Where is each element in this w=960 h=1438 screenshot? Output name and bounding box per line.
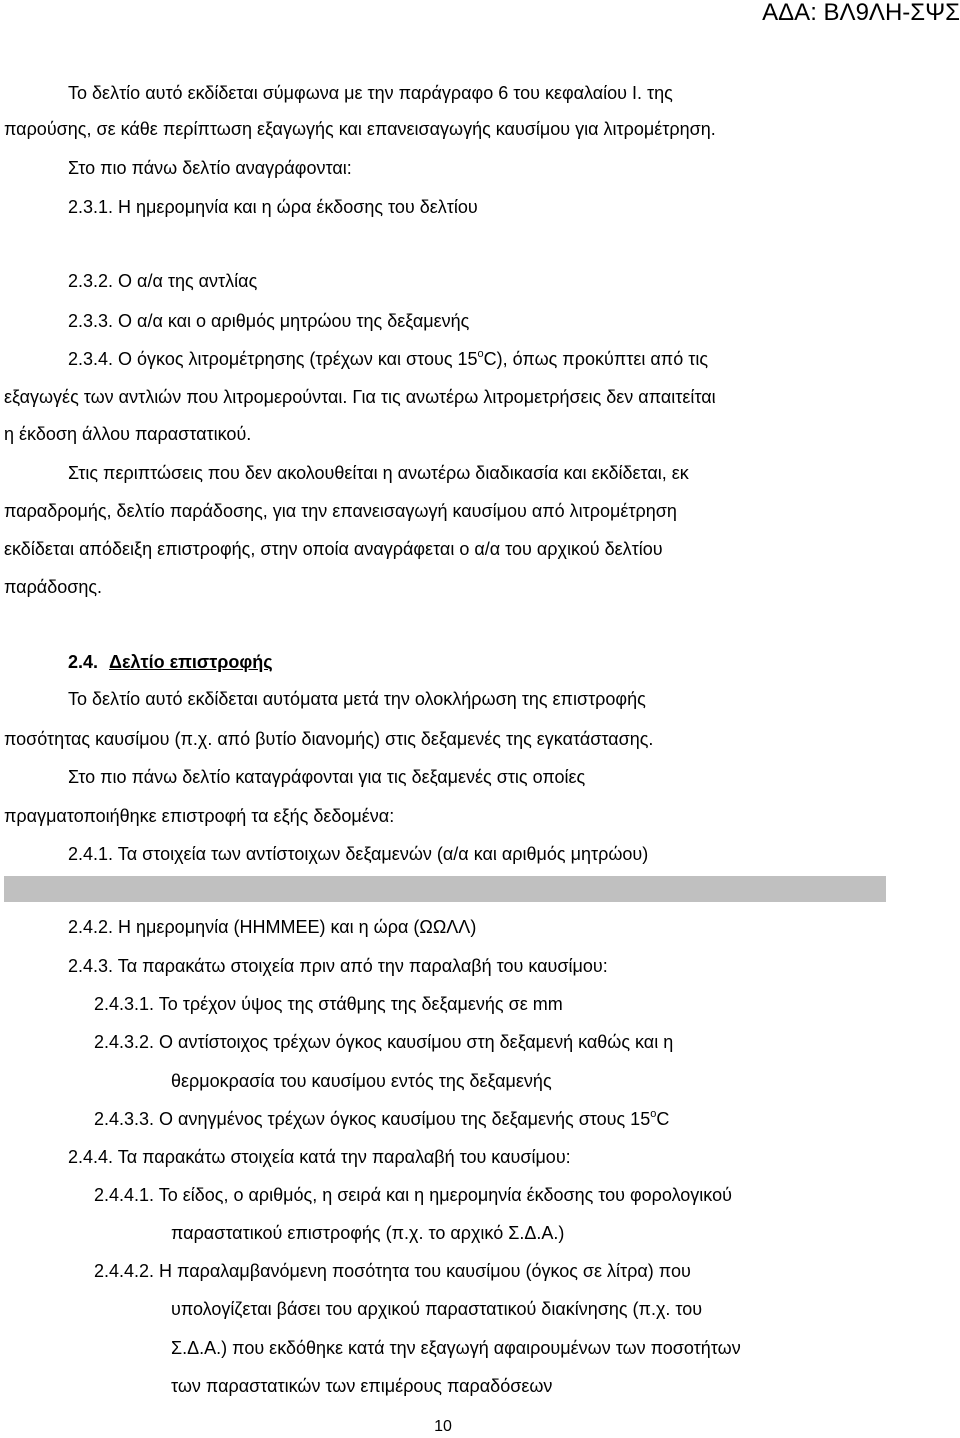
list-item-text: 2.4.3.3. Ο ανηγμένος τρέχων όγκος καυσίμου της δεξαμενής στους 15 <box>94 1109 651 1129</box>
list-item: 2.4.4.2. Η παραλαμβανόμενη ποσότητα του καυσίμου (όγκος σε λίτρα) που <box>94 1261 691 1281</box>
list-item: 2.4.3.2. Ο αντίστοιχος τρέχων όγκος καυσίμου στη δεξαμενή καθώς και η <box>94 1032 674 1052</box>
ada-header: ΑΔΑ: ΒΛ9ΛΗ-ΣΨΣ <box>762 0 960 26</box>
paragraph-line: εξαγωγές των αντλιών που λιτρομερούνται. Για τις ανωτέρω λιτρομετρήσεις δεν απαιτείται <box>4 387 716 407</box>
list-item-continuation: των παραστατικών των επιμέρους παραδόσεων <box>171 1376 553 1396</box>
section-heading <box>68 651 273 673</box>
section-number: 2.4. <box>68 652 99 672</box>
paragraph-line: παραδρομής, δελτίο παράδοσης, για την επανεισαγωγή καυσίμου από λιτρομέτρηση <box>4 501 677 521</box>
list-item-continuation: παραστατικού επιστροφής (π.χ. το αρχικό Σ.Δ.Α.) <box>171 1223 565 1243</box>
degree-sup: ο <box>650 1108 657 1120</box>
list-item: 2.4.4. Τα παρακάτω στοιχεία κατά την παραλαβή του καυσίμου: <box>68 1147 571 1167</box>
degree-sup: ο <box>477 348 484 360</box>
paragraph-line: η έκδοση άλλου παραστατικού. <box>4 424 252 444</box>
paragraph-line: Στις περιπτώσεις που δεν ακολουθείται η ανωτέρω διαδικασία και εκδίδεται, εκ <box>68 463 689 483</box>
paragraph-line: παρούσης, σε κάθε περίπτωση εξαγωγής και επανεισαγωγής καυσίμου για λιτρομέτρηση. <box>4 119 716 139</box>
paragraph-line: Στο πιο πάνω δελτίο καταγράφονται για τις δεξαμενές στις οποίες <box>68 767 586 787</box>
list-item: 2.4.3. Τα παρακάτω στοιχεία πριν από την παραλαβή του καυσίμου: <box>68 956 608 976</box>
list-item: 2.3.2. Ο α/α της αντλίας <box>68 271 258 291</box>
paragraph-line: Το δελτίο αυτό εκδίδεται αυτόματα μετά την ολοκλήρωση της επιστροφής <box>68 689 646 709</box>
list-item-text: C <box>656 1109 670 1129</box>
list-item: 2.4.4.1. Το είδος, ο αριθμός, η σειρά και η ημερομηνία έκδοσης του φορολογικού <box>94 1185 732 1205</box>
list-item <box>94 1108 669 1130</box>
gray-separator-bar <box>4 876 886 902</box>
list-item-continuation: θερμοκρασία του καυσίμου εντός της δεξαμενής <box>171 1071 552 1091</box>
section-title: Δελτίο επιστροφής <box>109 652 273 672</box>
list-item: 2.3.3. Ο α/α και ο αριθμός μητρώου της δεξαμενής <box>68 311 470 331</box>
list-item: 2.4.2. Η ημερομηνία (ΗΗΜΜΕΕ) και η ώρα (ΩΩΛΛ) <box>68 917 477 937</box>
list-item: 2.3.1. Η ημερομηνία και η ώρα έκδοσης του δελτίου <box>68 197 478 217</box>
list-item-text: C), όπως προκύπτει από τις <box>483 349 708 369</box>
list-item: 2.4.1. Τα στοιχεία των αντίστοιχων δεξαμενών (α/α και αριθμός μητρώου) <box>68 844 649 864</box>
paragraph-line: πραγματοποιήθηκε επιστροφή τα εξής δεδομένα: <box>4 806 395 826</box>
list-item-continuation: Σ.Δ.Α.) που εκδόθηκε κατά την εξαγωγή αφαιρουμένων των ποσοτήτων <box>171 1338 741 1358</box>
list-item-continuation: υπολογίζεται βάσει του αρχικού παραστατικού διακίνησης (π.χ. του <box>171 1299 703 1319</box>
paragraph-line: Το δελτίο αυτό εκδίδεται σύμφωνα με την παράγραφο 6 του κεφαλαίου Ι. της <box>68 83 673 103</box>
list-item-text: 2.3.4. Ο όγκος λιτρομέτρησης (τρέχων και στους 15 <box>68 349 478 369</box>
paragraph-line: παράδοσης. <box>4 577 103 597</box>
paragraph-line: εκδίδεται απόδειξη επιστροφής, στην οποία αναγράφεται ο α/α του αρχικού δελτίου <box>4 539 663 559</box>
list-item <box>68 348 708 370</box>
paragraph-line: ποσότητας καυσίμου (π.χ. από βυτίο διανομής) στις δεξαμενές της εγκατάστασης. <box>4 729 654 749</box>
list-item: 2.4.3.1. Το τρέχον ύψος της στάθμης της δεξαμενής σε mm <box>94 994 563 1014</box>
page-number: 10 <box>434 1418 452 1435</box>
paragraph-line: Στο πιο πάνω δελτίο αναγράφονται: <box>68 158 352 178</box>
